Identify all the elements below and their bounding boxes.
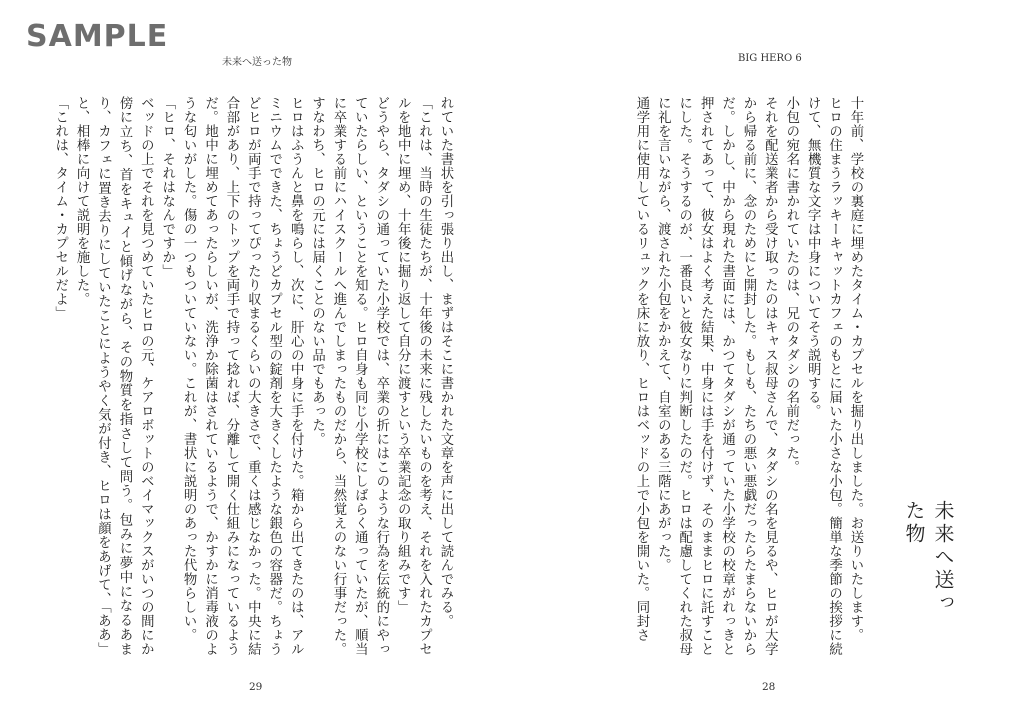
paragraph: 「ヒロ、それはなんですか」: [159, 96, 175, 278]
running-head: BIG HERO 6: [738, 53, 802, 64]
body-text: [570, 96, 866, 656]
paragraph: 通学用に使用しているリュックを床に放り、ヒロはベッドの上で小包を開いた。同封さ: [633, 96, 649, 642]
paragraph: 十年前、学校の裏庭に埋めたタイム・カプセルを掘り出しました。お送りいたします。: [848, 96, 863, 642]
right-page: [512, 0, 1024, 722]
page-number: 29: [249, 681, 263, 693]
chapter-title: 未来へ送った物: [902, 500, 955, 615]
paragraph: 「これは、当時の生徒たちが、十年後の未来に残したいものを考え、それを入れたカプセルを地中に埋め、十年後に掘り返して自分に渡すという卒業記念の取り組みです」: [395, 96, 432, 656]
sample-watermark: SAMPLE: [26, 19, 169, 54]
paragraph: ヒロはふうんと鼻を鳴らし、次に、肝心の中身に手を付けた。箱から出てきたのは、アルミニウムでできた、ちょうどカプセル型の錠剤を大きくしたような銀色の容器だ。ちょうどヒロが両手で持ってぴったり収まるくらいの大きさで、重くは感じなかった。中央に結合部があり、上下のトップを両手で持って捻れば、分離して開く仕組みになっているようだ。地中に埋めてあったらしいが、洗浄か除菌はされているようで、かすかに消毒液のような匂いがした。傷の一つもついていない。これが、書状に説明のあった代物らしい。: [181, 96, 304, 656]
paragraph: 「これは、タイム・カプセルだよ」: [52, 96, 68, 320]
page-number: 28: [762, 681, 776, 693]
running-head: 未来へ送った物: [222, 57, 292, 68]
paragraph: 小包の宛名に書かれていたのは、兄のタダシの名前だった。: [783, 96, 799, 474]
paragraph: れていた書状を引っ張り出し、まずはそこに書かれた文章を声に出して読んでみる。: [438, 96, 453, 628]
paragraph: それを配送業者から受け取ったのはキャス叔母さんで、タダシの名を見るや、ヒロが大学から帰る前に、念のためにと開封した。もしも、たちの悪い悪戯だったらたまらないからだ。しかし、中から現れた書面には、かつてタダシが通っていた小学校の校章がれっきと押されてあって、彼女はよく考えた結果、中身には手を付けず、そのままヒロに託すことにした。そうするのが、一番良いと彼女なりに判断したのだ。ヒロは配慮してくれた叔母に礼を言いながら、渡された小包をかかえて、自室のある三階にあがった。: [655, 96, 778, 656]
paragraph: ヒロの住まうラッキーキャットカフェのもとに届いた小さな小包。簡単な季節の挨拶に続けて、無機質な文字は中身についてそう説明する。: [805, 96, 842, 656]
body-text: [52, 96, 456, 656]
paragraph: ベッドの上でそれを見つめていたヒロの元、ケアロボットのベイマックスがいつの間にか傍に立ち、首をキュイと傾げながら、その物質を指さして問う。包みに夢中になるあまり、カフェに置き去りにしていたことにようやく気が付き、ヒロは顔をあげて、「ああ」と、相棒に向けて説明を施した。: [74, 96, 154, 656]
paragraph: どうやら、タダシの通っていた小学校では、卒業の折にはこのような行為を伝統的にやっていたらしい、ということを知る。ヒロ自身も同じ小学校にしばらく通っていたが、順当に卒業する前にハイスクールへ進んでしまったものだから、当然覚えのない行事だった。すなわち、ヒロの元には届くことのない品でもあった。: [309, 96, 389, 656]
